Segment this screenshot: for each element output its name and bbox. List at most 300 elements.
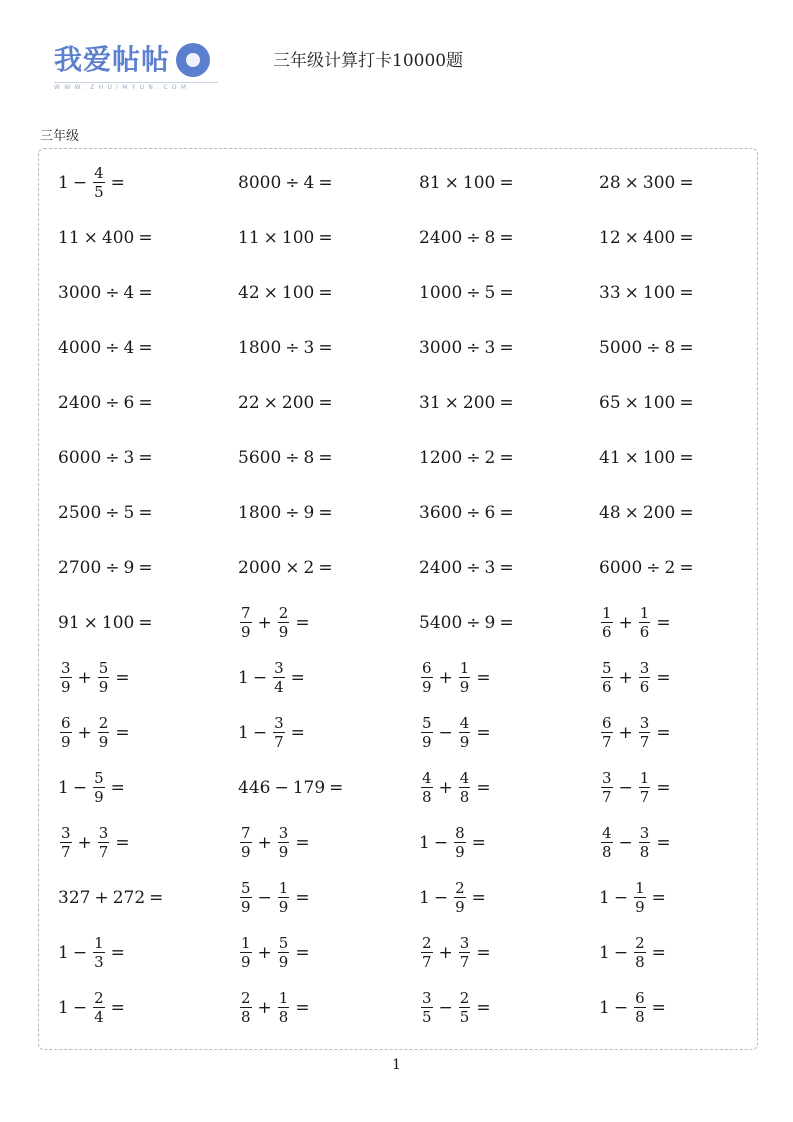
operator: = — [318, 502, 333, 523]
operator: = — [138, 612, 153, 633]
fraction — [93, 934, 105, 971]
operator: ÷ — [646, 557, 661, 578]
operator: = — [318, 392, 333, 413]
fraction-numerator: 3 — [274, 714, 284, 732]
fraction — [639, 824, 651, 861]
problem-cell — [238, 760, 347, 815]
operand: 200 — [642, 502, 676, 523]
fraction-denominator: 8 — [635, 1008, 645, 1026]
fraction-numerator: 5 — [98, 659, 109, 677]
operand: 3600 — [419, 502, 463, 523]
problem-cell — [238, 650, 309, 705]
problem-cell — [419, 815, 490, 870]
operator: = — [115, 667, 130, 688]
operator: = — [679, 557, 694, 578]
operator: ÷ — [285, 447, 300, 468]
fraction — [639, 769, 651, 806]
fraction-numerator: 2 — [459, 989, 470, 1007]
operator: = — [149, 887, 164, 908]
fraction-denominator: 8 — [241, 1008, 251, 1026]
fraction-denominator: 9 — [94, 788, 104, 806]
operator: = — [499, 502, 514, 523]
operator: ÷ — [285, 502, 300, 523]
operator: ÷ — [105, 337, 120, 358]
operator: = — [679, 447, 694, 468]
problem-cell — [419, 705, 495, 760]
fraction-numerator: 4 — [422, 769, 432, 787]
operand: 100 — [642, 282, 676, 303]
operator: + — [438, 942, 453, 963]
operator: + — [618, 722, 633, 743]
fraction-numerator: 1 — [278, 989, 289, 1007]
operand: 5 — [484, 282, 496, 303]
operator: × — [624, 172, 639, 193]
fraction-numerator: 8 — [455, 824, 465, 842]
operator: = — [318, 447, 333, 468]
operand: 2000 — [238, 557, 282, 578]
fraction-denominator: 9 — [61, 733, 71, 751]
problem-cell — [599, 320, 698, 375]
operator: = — [679, 337, 694, 358]
fraction-numerator: 7 — [241, 604, 251, 622]
fraction — [601, 769, 613, 806]
problem-cell — [238, 265, 337, 320]
operator: − — [438, 722, 453, 743]
problem-cell — [58, 980, 129, 1035]
operator: × — [624, 282, 639, 303]
operand: 6 — [123, 392, 135, 413]
operator: ÷ — [466, 557, 481, 578]
problem-cell — [238, 925, 314, 980]
operand: 1 — [419, 887, 430, 908]
fraction-numerator: 2 — [241, 989, 251, 1007]
fraction — [639, 714, 651, 751]
fraction-numerator: 1 — [602, 604, 612, 622]
fraction — [98, 824, 110, 861]
problem-cell — [58, 265, 157, 320]
fraction — [278, 604, 290, 641]
fraction-numerator: 3 — [639, 824, 650, 842]
operator: × — [263, 282, 278, 303]
fraction — [634, 989, 646, 1026]
operator: = — [499, 227, 514, 248]
fraction-denominator: 7 — [61, 843, 71, 861]
operator: = — [138, 557, 153, 578]
operator: ÷ — [285, 337, 300, 358]
fraction-denominator: 7 — [459, 953, 470, 971]
operand: 3 — [484, 557, 496, 578]
operand: 8 — [664, 337, 676, 358]
operator: = — [318, 282, 333, 303]
operand: 2 — [664, 557, 676, 578]
fraction-numerator: 4 — [94, 164, 104, 182]
operand: 1 — [58, 172, 69, 193]
operand: 100 — [462, 172, 496, 193]
operand: 4000 — [58, 337, 102, 358]
operator: + — [77, 667, 92, 688]
fraction — [639, 659, 651, 696]
operand: 2700 — [58, 557, 102, 578]
problem-cell — [238, 870, 314, 925]
operand: 1 — [238, 667, 249, 688]
operator: − — [433, 832, 449, 853]
fraction-numerator: 3 — [98, 824, 109, 842]
fraction — [601, 714, 613, 751]
fraction — [240, 879, 252, 916]
fraction-numerator: 5 — [422, 714, 432, 732]
operand: 2 — [484, 447, 496, 468]
problem-cell — [238, 430, 337, 485]
problem-cell — [58, 155, 129, 210]
operator: − — [438, 997, 453, 1018]
operator: = — [499, 337, 514, 358]
operand: 272 — [112, 887, 146, 908]
operand: 28 — [599, 172, 621, 193]
operator: = — [318, 557, 333, 578]
logo-text: 我爱帖帖 — [54, 43, 171, 76]
operator: = — [476, 942, 491, 963]
fraction — [60, 659, 72, 696]
problem-cell — [419, 595, 518, 650]
operator: + — [257, 832, 272, 853]
problem-cell — [58, 870, 167, 925]
fraction-denominator: 9 — [455, 843, 465, 861]
problem-row — [58, 870, 758, 925]
operand: 4 — [303, 172, 315, 193]
fraction — [93, 769, 105, 806]
fraction — [459, 714, 471, 751]
fraction — [421, 934, 433, 971]
problem-cell — [419, 760, 495, 815]
operand: 1800 — [238, 502, 282, 523]
problem-cell — [58, 925, 129, 980]
operand: 1000 — [419, 282, 463, 303]
fraction-numerator: 3 — [61, 659, 71, 677]
operand: 1 — [238, 722, 249, 743]
operator: ÷ — [105, 392, 120, 413]
fraction-denominator: 6 — [602, 623, 612, 641]
problem-cell — [238, 540, 337, 595]
operand: 22 — [238, 392, 260, 413]
operator: + — [77, 832, 92, 853]
fraction — [98, 659, 110, 696]
fraction — [273, 714, 285, 751]
operator: = — [476, 722, 491, 743]
operator: − — [618, 777, 633, 798]
operator: = — [499, 447, 514, 468]
operator: = — [329, 777, 344, 798]
operand: 1 — [599, 942, 610, 963]
operand: 4 — [123, 282, 135, 303]
problem-cell — [238, 815, 314, 870]
operand: 1 — [419, 832, 430, 853]
operator: = — [679, 172, 694, 193]
problem-row — [58, 320, 758, 375]
fraction-denominator: 6 — [639, 623, 650, 641]
fraction — [421, 659, 433, 696]
operand: 5 — [123, 502, 135, 523]
operand: 3 — [484, 337, 496, 358]
fraction-numerator: 6 — [61, 714, 71, 732]
fraction-denominator: 8 — [278, 1008, 289, 1026]
fraction-denominator: 7 — [274, 733, 284, 751]
operand: 41 — [599, 447, 621, 468]
operator: = — [476, 777, 491, 798]
operand: 65 — [599, 392, 621, 413]
operand: 11 — [238, 227, 260, 248]
problem-cell — [419, 485, 518, 540]
fraction-denominator: 8 — [459, 788, 470, 806]
fraction-denominator: 7 — [98, 843, 109, 861]
fraction-numerator: 4 — [602, 824, 612, 842]
problem-cell — [599, 705, 675, 760]
fraction — [240, 604, 252, 641]
fraction-denominator: 9 — [98, 678, 109, 696]
operator: × — [83, 227, 98, 248]
operator: ÷ — [466, 502, 481, 523]
fraction — [60, 714, 72, 751]
operator: ÷ — [466, 447, 481, 468]
problem-cell — [238, 485, 337, 540]
fraction-numerator: 1 — [459, 659, 470, 677]
operator: × — [444, 172, 459, 193]
logo-url: WWW.ZHUIMYUN.COM — [54, 84, 191, 91]
operand: 4 — [123, 337, 135, 358]
problem-cell — [238, 375, 337, 430]
operator: + — [94, 887, 109, 908]
fraction-denominator: 7 — [602, 733, 612, 751]
operand: 2 — [303, 557, 315, 578]
operator: − — [433, 887, 449, 908]
fraction-denominator: 8 — [639, 843, 650, 861]
fraction-numerator: 3 — [459, 934, 470, 952]
operator: = — [656, 722, 671, 743]
operator: = — [318, 172, 333, 193]
problem-cell — [599, 980, 670, 1035]
fraction-denominator: 9 — [635, 898, 645, 916]
problem-row — [58, 815, 758, 870]
problem-row — [58, 650, 758, 705]
operator: = — [295, 942, 310, 963]
operator: = — [476, 997, 491, 1018]
problem-row — [58, 155, 758, 210]
fraction-denominator: 4 — [94, 1008, 104, 1026]
operator: = — [138, 227, 153, 248]
fraction — [240, 989, 252, 1026]
fraction-numerator: 6 — [422, 659, 432, 677]
fraction-denominator: 9 — [241, 623, 251, 641]
operator: − — [252, 722, 268, 743]
operand: 3000 — [58, 282, 102, 303]
operator: = — [295, 887, 310, 908]
fraction-numerator: 5 — [241, 879, 251, 897]
operand: 400 — [642, 227, 676, 248]
operator: = — [110, 997, 125, 1018]
logo-underline — [54, 82, 218, 83]
operator: = — [476, 667, 491, 688]
fraction-denominator: 5 — [94, 183, 104, 201]
operator: = — [318, 337, 333, 358]
fraction-denominator: 9 — [278, 623, 289, 641]
operator: − — [257, 887, 272, 908]
operator: × — [444, 392, 459, 413]
fraction — [634, 934, 646, 971]
problem-cell — [58, 375, 157, 430]
operand: 100 — [101, 612, 135, 633]
fraction-denominator: 5 — [459, 1008, 470, 1026]
problem-row — [58, 595, 758, 650]
operator: = — [115, 722, 130, 743]
problem-cell — [238, 320, 337, 375]
fraction — [278, 824, 290, 861]
problem-row — [58, 760, 758, 815]
operand: 2400 — [419, 557, 463, 578]
operand: 12 — [599, 227, 621, 248]
problem-cell — [238, 210, 337, 265]
problem-cell — [419, 925, 495, 980]
operand: 300 — [642, 172, 676, 193]
operator: ÷ — [285, 172, 300, 193]
operator: = — [499, 392, 514, 413]
fraction — [278, 934, 290, 971]
operand: 1 — [599, 997, 610, 1018]
fraction-denominator: 9 — [455, 898, 465, 916]
operator: = — [499, 282, 514, 303]
problem-cell — [419, 375, 518, 430]
operator: × — [285, 557, 300, 578]
fraction-denominator: 7 — [602, 788, 612, 806]
fraction-denominator: 9 — [278, 953, 289, 971]
operand: 3 — [123, 447, 135, 468]
operator: + — [438, 667, 453, 688]
problem-cell — [238, 595, 314, 650]
problem-cell — [599, 265, 698, 320]
operand: 179 — [292, 777, 326, 798]
fraction — [273, 659, 285, 696]
operator: = — [110, 172, 125, 193]
operand: 31 — [419, 392, 441, 413]
fraction-numerator: 4 — [459, 714, 470, 732]
operator: = — [679, 502, 694, 523]
operator: ÷ — [466, 612, 481, 633]
fraction — [601, 824, 613, 861]
fraction — [278, 989, 290, 1026]
fraction-numerator: 1 — [241, 934, 251, 952]
operator: = — [295, 612, 310, 633]
fraction-numerator: 4 — [459, 769, 470, 787]
operator: − — [613, 997, 629, 1018]
operator: = — [651, 942, 666, 963]
operator: − — [618, 832, 633, 853]
operator: = — [471, 832, 486, 853]
operand: 1 — [599, 887, 610, 908]
operator: = — [656, 667, 671, 688]
fraction-numerator: 1 — [639, 604, 650, 622]
fraction — [459, 769, 471, 806]
brand-logo — [54, 38, 210, 94]
fraction-denominator: 6 — [602, 678, 612, 696]
fraction-denominator: 9 — [241, 898, 251, 916]
operator: + — [77, 722, 92, 743]
operator: = — [499, 557, 514, 578]
fraction-numerator: 1 — [639, 769, 650, 787]
operator: = — [679, 392, 694, 413]
fraction-numerator: 3 — [639, 714, 650, 732]
fraction-numerator: 3 — [274, 659, 284, 677]
operator: + — [257, 942, 272, 963]
fraction-numerator: 1 — [635, 879, 645, 897]
page-number: 1 — [392, 1057, 401, 1073]
operand: 5400 — [419, 612, 463, 633]
operand: 327 — [58, 887, 91, 908]
operand: 48 — [599, 502, 621, 523]
fraction-denominator: 4 — [274, 678, 284, 696]
fraction-denominator: 3 — [94, 953, 104, 971]
fraction — [459, 934, 471, 971]
operand: 8 — [303, 447, 315, 468]
fraction-denominator: 9 — [459, 733, 470, 751]
fraction — [98, 714, 110, 751]
fraction — [278, 879, 290, 916]
operator: = — [290, 722, 305, 743]
page-title: 三年级计算打卡10000题 — [273, 51, 464, 71]
fraction-numerator: 2 — [635, 934, 645, 952]
fraction-numerator: 2 — [94, 989, 104, 1007]
operator: × — [624, 392, 639, 413]
fraction — [421, 714, 433, 751]
operator: = — [138, 502, 153, 523]
fraction-denominator: 6 — [639, 678, 650, 696]
problem-row — [58, 375, 758, 430]
fraction-denominator: 7 — [422, 953, 432, 971]
fraction-denominator: 9 — [241, 953, 251, 971]
operand: 6000 — [58, 447, 102, 468]
operator: × — [263, 392, 278, 413]
fraction-denominator: 9 — [241, 843, 251, 861]
problem-cell — [599, 485, 698, 540]
operator: ÷ — [466, 337, 481, 358]
problem-cell — [58, 540, 157, 595]
problem-cell — [419, 430, 518, 485]
operand: 3000 — [419, 337, 463, 358]
operand: 5000 — [599, 337, 643, 358]
fraction-numerator: 1 — [94, 934, 104, 952]
operand: 6 — [484, 502, 496, 523]
fraction — [93, 989, 105, 1026]
problem-cell — [419, 210, 518, 265]
operand: 2400 — [58, 392, 102, 413]
operator: ÷ — [105, 447, 120, 468]
problem-cell — [599, 870, 670, 925]
operator: = — [110, 777, 125, 798]
operand: 9 — [123, 557, 135, 578]
fraction-denominator: 9 — [278, 843, 289, 861]
fraction-denominator: 9 — [422, 733, 432, 751]
operand: 5600 — [238, 447, 282, 468]
fraction-numerator: 6 — [635, 989, 645, 1007]
operator: = — [499, 612, 514, 633]
operator: × — [263, 227, 278, 248]
operand: 100 — [642, 447, 676, 468]
problem-cell — [419, 980, 495, 1035]
operator: = — [138, 392, 153, 413]
operand: 1 — [58, 997, 69, 1018]
operator: = — [138, 447, 153, 468]
fraction-denominator: 9 — [422, 678, 432, 696]
operand: 6000 — [599, 557, 643, 578]
operand: 2500 — [58, 502, 102, 523]
fraction-numerator: 1 — [278, 879, 289, 897]
